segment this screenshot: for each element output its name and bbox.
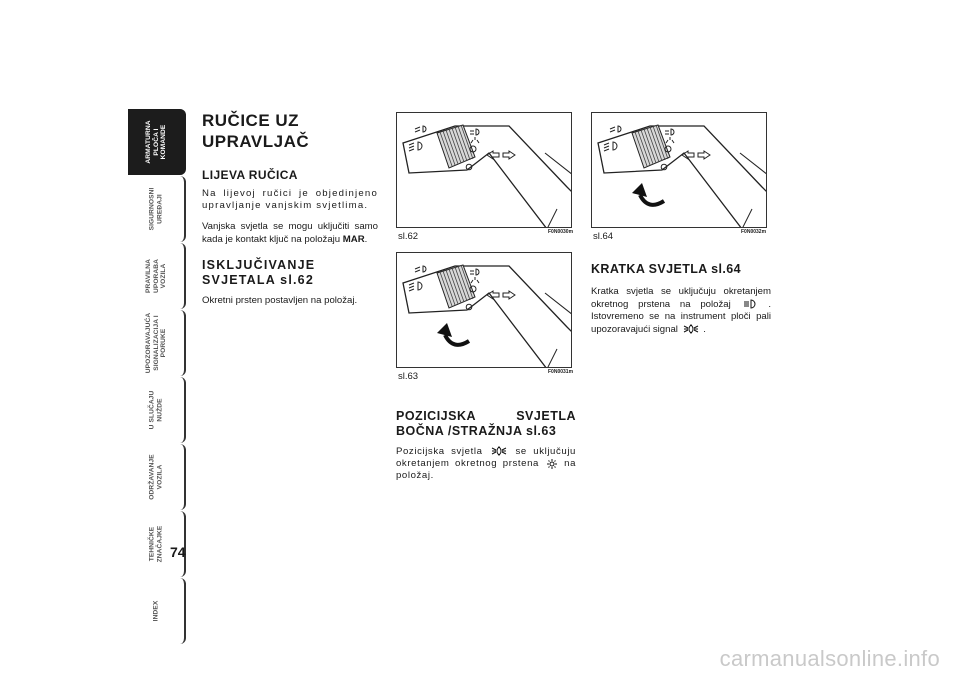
tab-label: SIGURNOSNI UREĐAJI	[148, 187, 163, 231]
section-heading-lijeva-rucica: LIJEVA RUČICA	[202, 168, 298, 182]
chapter-tabs	[128, 109, 186, 645]
text-column-4	[591, 262, 771, 345]
paragraph: Na lijevoj ručici je objedinjeno upravljanje vanjskim svjetlima.	[202, 188, 378, 212]
section-heading-kratka-svjetla: KRATKA SVJETLA sl.64	[591, 262, 741, 276]
figure-caption: sl.64	[593, 231, 614, 242]
text-column-1	[202, 110, 378, 316]
paragraph: Vanjska svjetla se mogu uključiti samo kada je kontakt ključ na položaju MAR.	[202, 221, 378, 245]
tab-label: ARMATURNA PLOČA I KOMANDE	[144, 120, 167, 164]
paragraph: Pozicijska svjetla se uključuju okretanjem okretnog prstena na položaj.	[396, 446, 577, 482]
tab-label: TEHNIČKE ZNAČAJKE	[148, 525, 163, 563]
figure-sl62	[396, 112, 572, 228]
figure-code: F0N0030m	[548, 229, 574, 235]
tab-upozoravajuca-signalizacija[interactable]	[128, 310, 186, 376]
tab-odrzavanje-vozila[interactable]	[128, 444, 186, 510]
page-title: RUČICE UZ UPRAVLJAČ	[202, 111, 310, 151]
position-lights-icon	[491, 446, 507, 456]
tab-armaturna-ploca[interactable]	[128, 109, 186, 175]
tab-label: ODRŽAVANJE VOZILA	[148, 454, 163, 500]
figure-sl63	[396, 252, 572, 368]
position-lights-icon	[683, 324, 699, 334]
figure-caption: sl.62	[398, 231, 419, 242]
tab-label: UPOZORAVAJUĆA SIGNALIZACIJA I PORUKE	[144, 312, 167, 374]
low-beam-icon	[743, 299, 757, 309]
tab-label: INDEX	[152, 600, 160, 622]
lever-illustration	[397, 253, 572, 368]
tab-pravilna-uporaba[interactable]	[128, 243, 186, 309]
figure-code: F0N0031m	[548, 369, 574, 375]
page-number: 74	[170, 544, 186, 560]
figure-sl64	[591, 112, 767, 228]
tab-label: PRAVILNA UPORABA VOZILA	[144, 258, 167, 294]
tab-label: U SLUČAJU NUŽDE	[148, 390, 163, 430]
figure-code: F0N0032m	[741, 229, 767, 235]
lever-illustration	[592, 113, 767, 228]
tab-u-slucaju-nuzde[interactable]	[128, 377, 186, 443]
watermark: carmanualsonline.info	[719, 646, 940, 671]
text-column-3	[396, 409, 576, 492]
tab-index[interactable]	[128, 578, 186, 644]
section-heading-iskljucivanje: ISKLJUČIVANJE SVJETALA sl.62	[202, 257, 316, 287]
section-heading-pozicijska-svjetla: POZICIJSKA SVJETLA BOČNA /STRAŽNJA sl.63	[396, 409, 576, 438]
lever-illustration	[397, 113, 572, 228]
sun-icon	[547, 459, 557, 469]
tab-sigurnosni-uredaji[interactable]	[128, 176, 186, 242]
figure-caption: sl.63	[398, 371, 419, 382]
paragraph: Okretni prsten postavljen na položaj.	[202, 294, 358, 306]
paragraph: Kratka svjetla se uključuju okretanjem okretnog prstena na položaj . Istovremeno se na instrument ploči pali upozoravajući signal .	[591, 286, 771, 335]
